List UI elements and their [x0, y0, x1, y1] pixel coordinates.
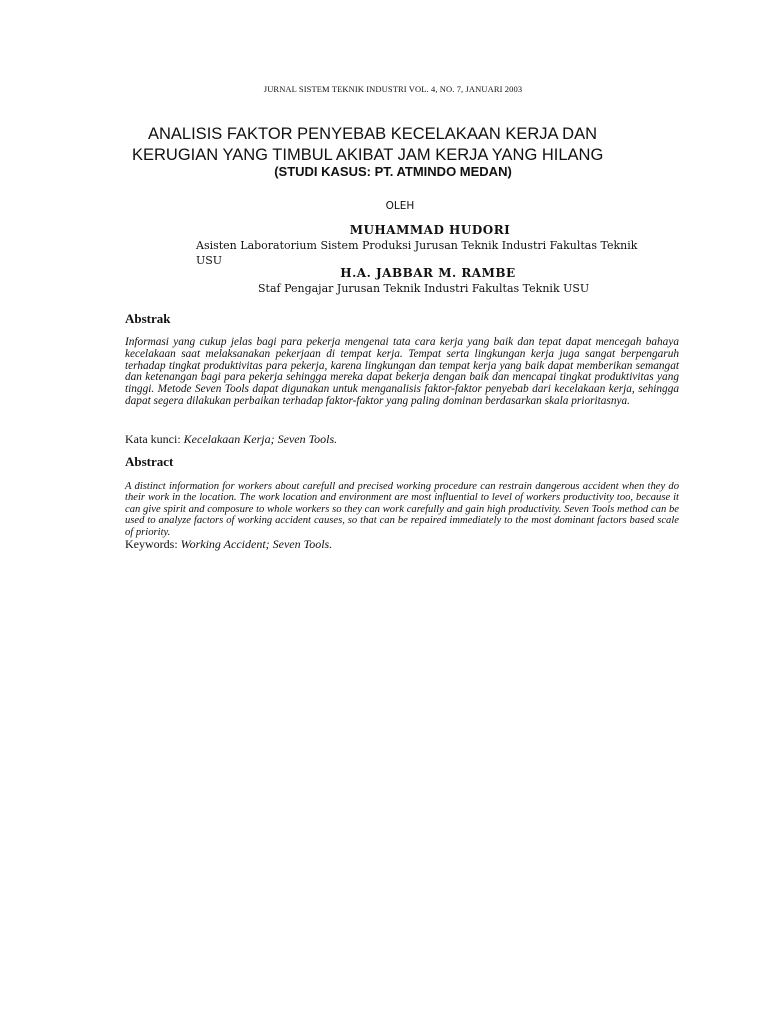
author-name-1: MUHAMMAD HUDORI: [349, 223, 511, 237]
author-name-2: H.A. JABBAR M. RAMBE: [340, 266, 516, 280]
abstrak-body: Informasi yang cukup jelas bagi para pekerja mengenai tata cara kerja yang baik dan tepat dapat mencegah bahaya kecelakaan saat melaksanakan pekerjaan di tempat kerja. Tempat serta lingkungan kerja juga sangat berpengaruh terhadap tingkat produktivitas para pekerja, karena lingkungan dan tempat kerja yang baik dapat memberikan semangat dan ketenangan bagi para pekerja sehingga mereka dapat bekerja dengan baik dan mencapai tingkat produktivitas yang tinggi. Metode Seven Tools dapat digunakan untuk menganalisis faktor-faktor penyebab dari kecelakaan kerja, sehingga dapat segera dilakukan perbaikan terhadap faktor-faktor yang paling dominan berdasarkan skala prioritasnya.: [125, 336, 679, 407]
keywords-label: Keywords:: [125, 537, 178, 551]
keywords: [125, 537, 332, 552]
author-affiliation-1: Asisten Laboratorium Sistem Produksi Jurusan Teknik Industri Fakultas Teknik USU: [196, 239, 638, 267]
abstrak-heading: Abstrak: [125, 311, 171, 326]
abstract-body: A distinct information for workers about carefull and precised working procedure can restrain dangerous accident when they do their work in the location. The work location and environment are most influential to level of workers productivity too, because it can give spirit and composure to whole workers so they can work carefully and gain high productivity. Seven Tools method can be used to analyze factors of working accident causes, so that can be repaired immediately to the most dominant factors based scale of priority.: [125, 481, 679, 538]
title-line-2: KERUGIAN YANG TIMBUL AKIBAT JAM KERJA YANG HILANG: [132, 146, 604, 164]
author-affiliation-2: Staf Pengajar Jurusan Teknik Industri Fakultas Teknik USU: [258, 282, 590, 295]
kata-kunci-label: Kata kunci:: [125, 432, 181, 446]
paper-title: [120, 124, 660, 166]
paper-subtitle: (STUDI KASUS: PT. ATMINDO MEDAN): [274, 164, 512, 179]
keywords-value: Working Accident; Seven Tools.: [180, 537, 333, 551]
kata-kunci: [125, 432, 337, 447]
journal-header: JURNAL SISTEM TEKNIK INDUSTRI VOL. 4, NO. 7, JANUARI 2003: [263, 84, 523, 94]
abstract-heading: Abstract: [125, 454, 174, 469]
oleh-label: OLEH: [385, 200, 415, 212]
kata-kunci-value: Kecelakaan Kerja; Seven Tools.: [183, 432, 338, 446]
title-line-1: ANALISIS FAKTOR PENYEBAB KECELAKAAN KERJA DAN: [148, 125, 598, 143]
